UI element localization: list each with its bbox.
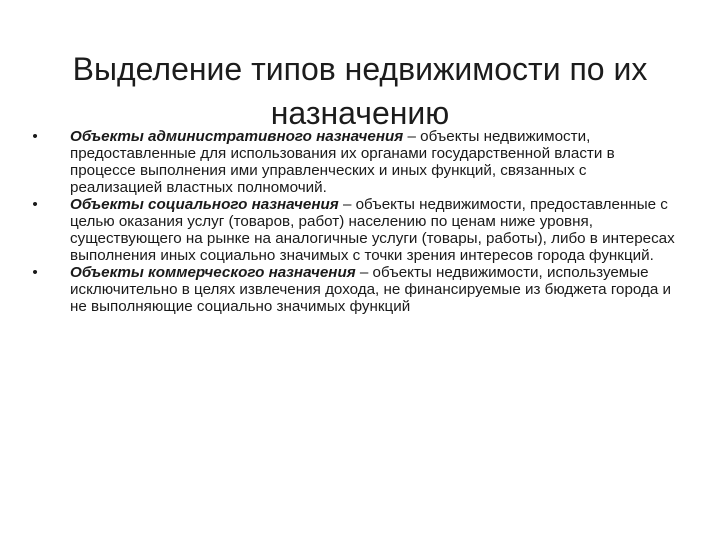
bullet-icon: • <box>32 128 38 145</box>
bullet-icon: • <box>32 196 38 213</box>
definition-commercial: – объекты недвижимости, используемые исключительно в целях извлечения дохода, не финансируемые из бюджета города и не выполняющие социально значимых функций <box>70 264 672 315</box>
definition-social: – объекты недвижимости, предоставленные с целью оказания услуг (товаров, работ) населению по ценам ниже уровня, существующего на рынке на аналогичные услуги (товары, работы), либо в интересах выполнения иных социально значимых с точки зрения интересов города функций. <box>70 196 675 264</box>
term-commercial: Объекты коммерческого назначения <box>70 264 356 281</box>
slide-title: Выделение типов недвижимости по их назначению <box>72 51 648 132</box>
term-administrative: Объекты административного назначения <box>70 128 404 145</box>
list-item-social <box>28 196 676 264</box>
bullet-list <box>28 128 676 315</box>
list-item-administrative <box>28 128 676 196</box>
definition-administrative: – объекты недвижимости, предоставленные для использования их органами государственной власти в процессе выполнения ими управленческих и иных функций, связанных с реализацией властных полномочий. <box>70 128 615 196</box>
list-item-commercial <box>28 264 676 315</box>
bullet-icon: • <box>32 264 38 281</box>
term-social: Объекты социального назначения <box>70 196 339 213</box>
